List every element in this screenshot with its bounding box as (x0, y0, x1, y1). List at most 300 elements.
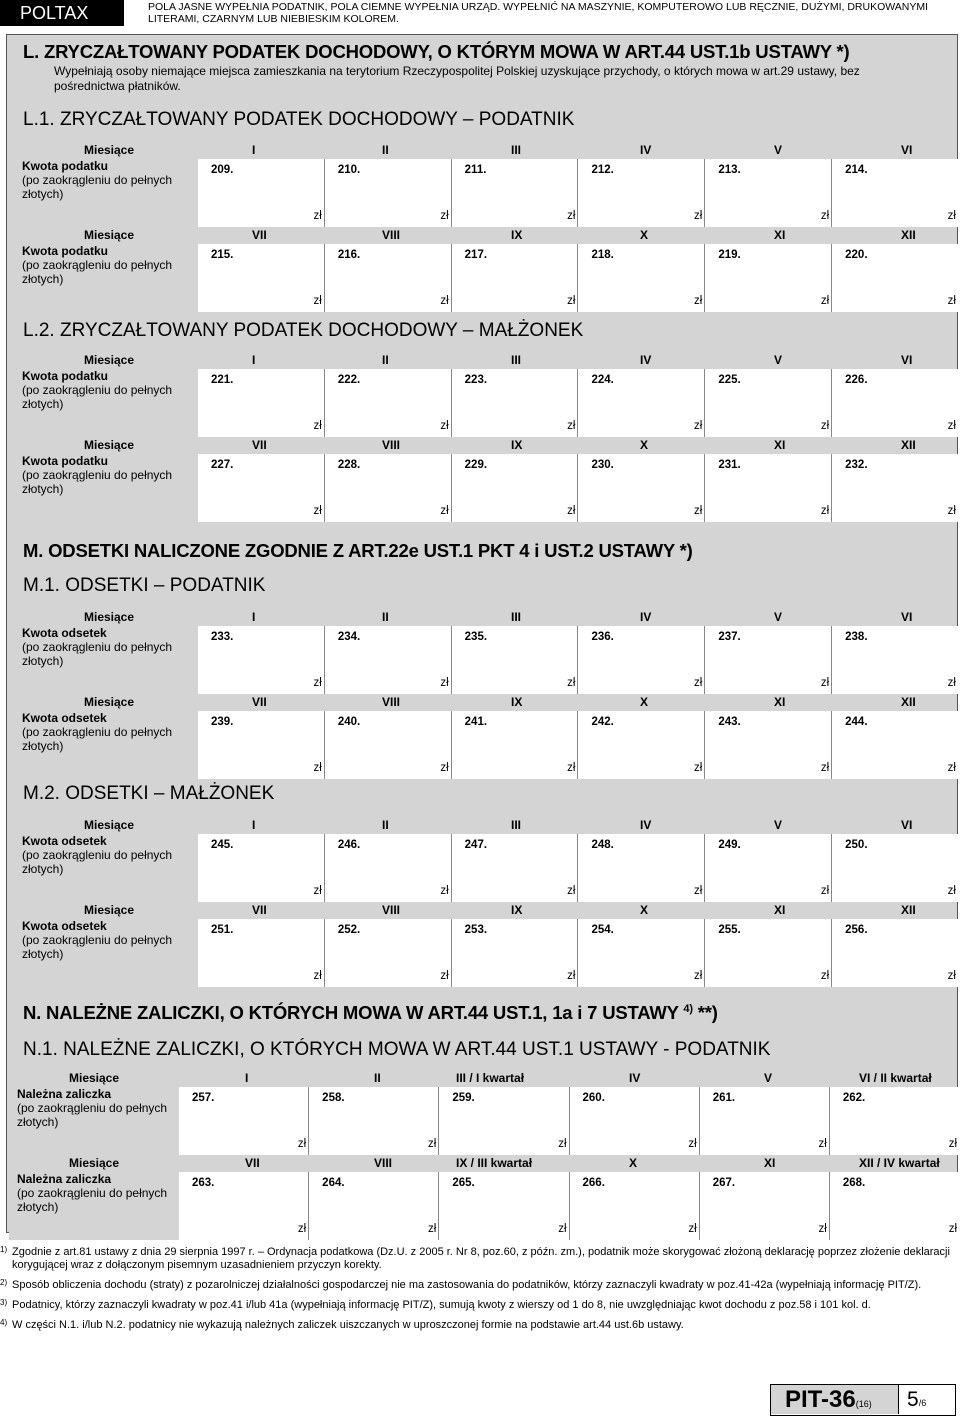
m1-table (14, 610, 959, 780)
field-number: 233. (211, 631, 234, 643)
amount-field[interactable] (451, 244, 578, 312)
currency-unit: zł (820, 505, 830, 517)
amount-field[interactable] (704, 711, 831, 779)
rounding-note: (po zaokrągleniu do pełnych złotych) (22, 725, 173, 753)
amount-field[interactable] (308, 1172, 438, 1240)
field-number: 229. (464, 459, 488, 471)
field-number: 210. (337, 164, 361, 176)
amount-field[interactable] (451, 626, 578, 694)
month-header-row (14, 438, 959, 454)
fill-instruction: POLA JASNE WYPEŁNIA PODATNIK, POLA CIEMNE WYPEŁNIA URZĄD. WYPEŁNIĆ NA MASZYNIE, KOMPUTEROWO LUB RĘCZNIE, DUŻYMI, DRUKOWANYMI LITERAMI, CZARNYM LUB NIEBIESKIM KOLOREM. (148, 1, 929, 25)
amount-field[interactable] (704, 919, 831, 987)
month-label: X (640, 438, 649, 452)
month-label: VI (901, 353, 913, 367)
month-label: IX (511, 695, 523, 709)
month-label: X (629, 1156, 638, 1170)
amount-row (14, 244, 959, 312)
amount-field[interactable] (324, 454, 451, 522)
field-number: 232. (845, 459, 868, 471)
currency-unit: zł (688, 1223, 697, 1235)
month-label: X (640, 903, 649, 917)
amount-field[interactable] (829, 1087, 959, 1155)
footnote-text: W części N.1. i/lub N.2. podatnicy nie wykazują należnych zaliczek uiszczanych w uproszczonej formie na podstawie art.44 ust.6b ustawy. (12, 1319, 684, 1331)
currency-unit: zł (820, 420, 830, 432)
amount-field[interactable] (451, 454, 578, 522)
month-label: VI (901, 610, 913, 624)
amount-row (14, 626, 959, 694)
amount-row-label (9, 1087, 179, 1155)
amount-field[interactable] (569, 1087, 699, 1155)
field-number: 267. (712, 1177, 736, 1189)
field-number: 235. (464, 631, 488, 643)
month-header-row (9, 1156, 959, 1172)
form-name: PIT-36(16) (771, 1385, 899, 1414)
month-label: II (382, 353, 389, 367)
amount-field[interactable] (438, 1087, 568, 1155)
amount-row (14, 711, 959, 779)
month-label: III (511, 353, 522, 367)
month-label: III / I kwartał (456, 1071, 525, 1085)
month-header-row (14, 903, 959, 919)
month-label: X (640, 228, 649, 242)
month-label: VIII (374, 1156, 393, 1170)
currency-unit: zł (688, 1138, 697, 1150)
amount-row-label (14, 711, 198, 779)
amount-field[interactable] (577, 369, 704, 437)
amount-field[interactable] (829, 1172, 959, 1240)
section-l-header (7, 41, 957, 94)
amount-field[interactable] (831, 369, 958, 437)
field-number: 258. (322, 1092, 345, 1104)
amount-field[interactable] (324, 244, 451, 312)
field-number: 247. (464, 839, 488, 851)
field-number: 263. (192, 1177, 215, 1189)
month-label: V (774, 818, 783, 832)
amount-title: Należna zaliczka (17, 1087, 112, 1101)
month-header-row (14, 143, 959, 159)
rounding-note: (po zaokrągleniu do pełnych złotych) (22, 383, 173, 411)
amount-row-label (14, 919, 198, 987)
month-label: IX (511, 438, 523, 452)
currency-unit: zł (948, 1138, 958, 1150)
month-label: IV (640, 818, 652, 832)
currency-unit: zł (297, 1223, 307, 1235)
m2-table (14, 818, 959, 988)
field-number: 256. (845, 924, 868, 936)
footnote-mark: 4) (0, 1318, 8, 1327)
footnote (0, 1319, 960, 1332)
poltax-logo: POLTAX (0, 0, 124, 26)
currency-unit: zł (947, 420, 956, 432)
amount-field[interactable] (577, 711, 704, 779)
section-l2-title: L.2. ZRYCZAŁTOWANY PODATEK DOCHODOWY – MAŁŻONEK (23, 320, 584, 341)
month-label: VIII (382, 438, 401, 452)
field-number: 231. (718, 459, 741, 471)
currency-unit: zł (694, 885, 703, 897)
amount-row (14, 454, 959, 522)
month-label: IV (640, 353, 652, 367)
amount-field[interactable] (831, 834, 958, 902)
month-header-row (14, 818, 959, 834)
amount-row-label (9, 1172, 179, 1240)
l2-table (14, 353, 959, 523)
amount-title: Należna zaliczka (17, 1172, 112, 1186)
field-number: 237. (718, 631, 741, 643)
amount-field[interactable] (198, 919, 324, 987)
currency-unit: zł (694, 420, 703, 432)
rounding-note: (po zaokrągleniu do pełnych złotych) (22, 468, 173, 496)
month-header-label: Miesiące (69, 1071, 120, 1085)
month-header-row (9, 1071, 959, 1087)
footnote-mark: 1) (0, 1245, 8, 1254)
field-number: 213. (718, 164, 741, 176)
section-n1-title: N.1. NALEŻNE ZALICZKI, O KTÓRYCH MOWA W ART.44 UST.1 USTAWY - PODATNIK (23, 1039, 771, 1060)
field-number: 255. (718, 924, 741, 936)
month-label: XII (901, 903, 916, 917)
currency-unit: zł (440, 505, 449, 517)
currency-unit: zł (297, 1138, 307, 1150)
month-header-label: Miesiące (84, 695, 135, 709)
form-footer-badge (770, 1384, 956, 1416)
currency-unit: zł (313, 762, 322, 774)
field-number: 236. (591, 631, 614, 643)
currency-unit: zł (694, 970, 703, 982)
amount-row-label (14, 454, 198, 522)
amount-title: Kwota podatku (22, 454, 108, 468)
amount-row (14, 834, 959, 902)
amount-title: Kwota odsetek (22, 711, 107, 725)
currency-unit: zł (567, 505, 576, 517)
amount-field[interactable] (831, 626, 958, 694)
month-label: VI / II kwartał (859, 1071, 932, 1085)
field-number: 241. (464, 716, 488, 728)
field-number: 249. (718, 839, 741, 851)
month-label: III (511, 610, 522, 624)
section-l-title: L. ZRYCZAŁTOWANY PODATEK DOCHODOWY, O KTÓRYM MOWA W ART.44 UST.1b USTAWY *) (23, 41, 850, 62)
section-n-header (7, 1002, 957, 1024)
month-label: I (245, 1071, 249, 1085)
month-header-label: Miesiące (69, 1156, 120, 1170)
amount-row (14, 919, 959, 987)
amount-field[interactable] (704, 626, 831, 694)
footnote-mark: 2) (0, 1278, 8, 1287)
field-number: 217. (464, 249, 488, 261)
amount-field[interactable] (198, 834, 324, 902)
footnote-text: Sposób obliczenia dochodu (straty) z pozarolniczej działalności gospodarczej nie ma zastosowania do podatników, którzy zaznaczyli kwadraty w poz.41-42a (wypełniają informację PIT/Z). (12, 1279, 922, 1291)
currency-unit: zł (440, 295, 449, 307)
rounding-note: (po zaokrągleniu do pełnych złotych) (17, 1101, 168, 1129)
month-label: IV (640, 143, 652, 157)
currency-unit: zł (313, 420, 322, 432)
amount-field[interactable] (324, 919, 451, 987)
field-number: 224. (591, 374, 614, 386)
amount-field[interactable] (704, 159, 831, 227)
amount-field[interactable] (324, 834, 451, 902)
currency-unit: zł (440, 970, 449, 982)
month-header-row (14, 610, 959, 626)
field-number: 216. (337, 249, 361, 261)
l1-table (14, 143, 959, 313)
month-label: XI (764, 1156, 776, 1170)
month-header-row (14, 228, 959, 244)
amount-field[interactable] (451, 159, 578, 227)
amount-row-label (14, 369, 198, 437)
amount-field[interactable] (308, 1087, 438, 1155)
amount-field[interactable] (179, 1087, 308, 1155)
currency-unit: zł (694, 505, 703, 517)
month-label: XII (901, 695, 916, 709)
footnotes (0, 1246, 960, 1339)
currency-unit: zł (694, 210, 703, 222)
amount-field[interactable] (577, 919, 704, 987)
amount-row-label (14, 244, 198, 312)
month-header-label: Miesiące (84, 353, 135, 367)
section-m1-title: M.1. ODSETKI – PODATNIK (23, 575, 266, 596)
month-label: IX (511, 228, 523, 242)
month-label: IV (640, 610, 652, 624)
field-number: 257. (192, 1092, 215, 1104)
amount-row (14, 369, 959, 437)
amount-field[interactable] (451, 834, 578, 902)
field-number: 259. (452, 1092, 475, 1104)
amount-field[interactable] (198, 454, 324, 522)
month-label: VIII (382, 695, 401, 709)
month-header-label: Miesiące (84, 228, 135, 242)
month-header-label: Miesiące (84, 903, 135, 917)
currency-unit: zł (947, 505, 956, 517)
rounding-note: (po zaokrągleniu do pełnych złotych) (22, 173, 173, 201)
currency-unit: zł (818, 1138, 827, 1150)
amount-row (14, 159, 959, 227)
amount-field[interactable] (198, 711, 324, 779)
amount-field[interactable] (198, 159, 324, 227)
amount-field[interactable] (324, 626, 451, 694)
field-number: 253. (464, 924, 488, 936)
rounding-note: (po zaokrągleniu do pełnych złotych) (22, 640, 173, 668)
section-l1-title: L.1. ZRYCZAŁTOWANY PODATEK DOCHODOWY – PODATNIK (23, 109, 575, 130)
amount-field[interactable] (438, 1172, 568, 1240)
amount-field[interactable] (198, 244, 324, 312)
footnote-text: Zgodnie z art.81 ustawy z dnia 29 sierpnia 1997 r. – Ordynacja podatkowa (Dz.U. z 2005 r. Nr 8, poz.60, z późn. zm.), podatnik może skorygować złożoną deklarację poprzez złożenie deklaracji korygującej wraz z dołączonym pisemnym uzasadnieniem przyczyn korekty. (12, 1246, 950, 1271)
field-number: 248. (591, 839, 614, 851)
field-number: 222. (337, 374, 361, 386)
form-body (6, 34, 958, 1233)
currency-unit: zł (313, 677, 322, 689)
amount-field[interactable] (699, 1087, 829, 1155)
month-label: III (511, 818, 522, 832)
amount-field[interactable] (831, 244, 958, 312)
field-number: 223. (464, 374, 488, 386)
month-label: XI (774, 438, 786, 452)
field-number: 264. (322, 1177, 345, 1189)
footnote (0, 1246, 960, 1272)
amount-title: Kwota odsetek (22, 834, 107, 848)
currency-unit: zł (313, 505, 322, 517)
month-label: X (640, 695, 649, 709)
section-m-header (7, 540, 957, 562)
field-number: 227. (211, 459, 234, 471)
month-label: IV (629, 1071, 641, 1085)
amount-field[interactable] (704, 454, 831, 522)
rounding-note: (po zaokrągleniu do pełnych złotych) (22, 933, 173, 961)
field-number: 225. (718, 374, 741, 386)
currency-unit: zł (947, 970, 956, 982)
amount-field[interactable] (198, 369, 324, 437)
amount-field[interactable] (198, 626, 324, 694)
field-number: 239. (211, 716, 234, 728)
currency-unit: zł (567, 762, 576, 774)
field-number: 211. (464, 164, 487, 176)
month-label: VI (901, 143, 913, 157)
field-number: 220. (845, 249, 868, 261)
amount-title: Kwota podatku (22, 369, 108, 383)
currency-unit: zł (440, 420, 449, 432)
footnote-mark: 3) (0, 1298, 8, 1307)
month-label: XII / IV kwartał (859, 1156, 940, 1170)
month-label: XI (774, 903, 786, 917)
currency-unit: zł (820, 210, 830, 222)
month-label: VIII (382, 903, 401, 917)
amount-field[interactable] (569, 1172, 699, 1240)
currency-unit: zł (428, 1138, 437, 1150)
currency-unit: zł (567, 210, 576, 222)
amount-field[interactable] (704, 834, 831, 902)
currency-unit: zł (440, 677, 449, 689)
currency-unit: zł (567, 885, 576, 897)
amount-field[interactable] (831, 454, 958, 522)
month-label: XI (774, 695, 786, 709)
amount-row-label (14, 834, 198, 902)
currency-unit: zł (440, 885, 449, 897)
currency-unit: zł (694, 762, 703, 774)
currency-unit: zł (694, 295, 703, 307)
currency-unit: zł (818, 1223, 827, 1235)
currency-unit: zł (820, 762, 830, 774)
amount-field[interactable] (451, 369, 578, 437)
field-number: 230. (591, 459, 614, 471)
month-label: I (252, 818, 256, 832)
currency-unit: zł (820, 295, 830, 307)
amount-field[interactable] (577, 626, 704, 694)
amount-field[interactable] (324, 369, 451, 437)
month-header-row (14, 695, 959, 711)
field-number: 215. (211, 249, 234, 261)
currency-unit: zł (947, 762, 956, 774)
currency-unit: zł (947, 885, 956, 897)
field-number: 265. (452, 1177, 475, 1189)
currency-unit: zł (558, 1138, 567, 1150)
currency-unit: zł (313, 970, 322, 982)
amount-field[interactable] (704, 244, 831, 312)
amount-field[interactable] (831, 711, 958, 779)
amount-field[interactable] (699, 1172, 829, 1240)
currency-unit: zł (567, 295, 576, 307)
month-label: II (382, 818, 389, 832)
amount-title: Kwota odsetek (22, 919, 107, 933)
field-number: 214. (845, 164, 868, 176)
month-label: III (511, 143, 522, 157)
month-label: VIII (382, 228, 401, 242)
section-l-description: Wypełniają osoby niemające miejsca zamieszkania na terytorium Rzeczypospolitej Polskiej uzyskujące przychody, o których mowa w art.29 ustawy, bez pośrednictwa płatników. (54, 64, 860, 93)
month-label: XI (774, 228, 786, 242)
currency-unit: zł (428, 1223, 437, 1235)
month-label: I (252, 353, 256, 367)
amount-field[interactable] (451, 711, 578, 779)
currency-unit: zł (947, 295, 956, 307)
month-label: VII (252, 228, 267, 242)
month-label: XII (901, 228, 916, 242)
field-number: 218. (591, 249, 614, 261)
month-label: XII (901, 438, 916, 452)
currency-unit: zł (567, 677, 576, 689)
amount-field[interactable] (577, 244, 704, 312)
month-label: V (774, 610, 783, 624)
currency-unit: zł (694, 677, 703, 689)
month-label: V (764, 1071, 773, 1085)
amount-field[interactable] (577, 454, 704, 522)
month-label: IX / III kwartał (456, 1156, 533, 1170)
field-number: 254. (591, 924, 614, 936)
amount-field[interactable] (451, 919, 578, 987)
amount-field[interactable] (179, 1172, 308, 1240)
amount-field[interactable] (324, 711, 451, 779)
rounding-note: (po zaokrągleniu do pełnych złotych) (22, 258, 173, 286)
footnote-text: Podatnicy, którzy zaznaczyli kwadraty w poz.41 i/lub 41a (wypełniają informację PIT/Z), sumują kwoty z wierszy od 1 do 8, nie uwzględniając kwot dochodu z poz.58 i 101 kol. d. (12, 1299, 871, 1311)
field-number: 268. (842, 1177, 866, 1189)
currency-unit: zł (947, 210, 956, 222)
field-number: 240. (337, 716, 361, 728)
amount-row-label (14, 159, 198, 227)
month-header-label: Miesiące (84, 610, 135, 624)
field-number: 250. (845, 839, 868, 851)
field-number: 251. (211, 924, 234, 936)
currency-unit: zł (820, 885, 830, 897)
month-header-label: Miesiące (84, 438, 135, 452)
month-header-label: Miesiące (84, 143, 135, 157)
month-label: II (382, 610, 389, 624)
field-number: 262. (842, 1092, 866, 1104)
field-number: 252. (337, 924, 361, 936)
amount-field[interactable] (324, 159, 451, 227)
amount-row (9, 1087, 959, 1155)
month-header-row (14, 353, 959, 369)
rounding-note: (po zaokrągleniu do pełnych złotych) (17, 1186, 168, 1214)
currency-unit: zł (440, 210, 449, 222)
amount-field[interactable] (831, 919, 958, 987)
month-label: I (252, 143, 256, 157)
field-number: 238. (845, 631, 868, 643)
currency-unit: zł (567, 970, 576, 982)
page-number: 5/6 (907, 1388, 927, 1411)
amount-title: Kwota podatku (22, 159, 108, 173)
field-number: 212. (591, 164, 614, 176)
field-number: 246. (337, 839, 361, 851)
amount-field[interactable] (577, 834, 704, 902)
footnote (0, 1299, 960, 1312)
month-label: VII (252, 903, 267, 917)
amount-field[interactable] (577, 159, 704, 227)
month-label: I (252, 610, 256, 624)
month-label: II (382, 143, 389, 157)
amount-field[interactable] (831, 159, 958, 227)
currency-unit: zł (567, 420, 576, 432)
field-number: 261. (712, 1092, 736, 1104)
field-number: 234. (337, 631, 361, 643)
field-number: 219. (718, 249, 741, 261)
section-m2-title: M.2. ODSETKI – MAŁŻONEK (23, 783, 275, 804)
field-number: 260. (582, 1092, 605, 1104)
amount-field[interactable] (704, 369, 831, 437)
